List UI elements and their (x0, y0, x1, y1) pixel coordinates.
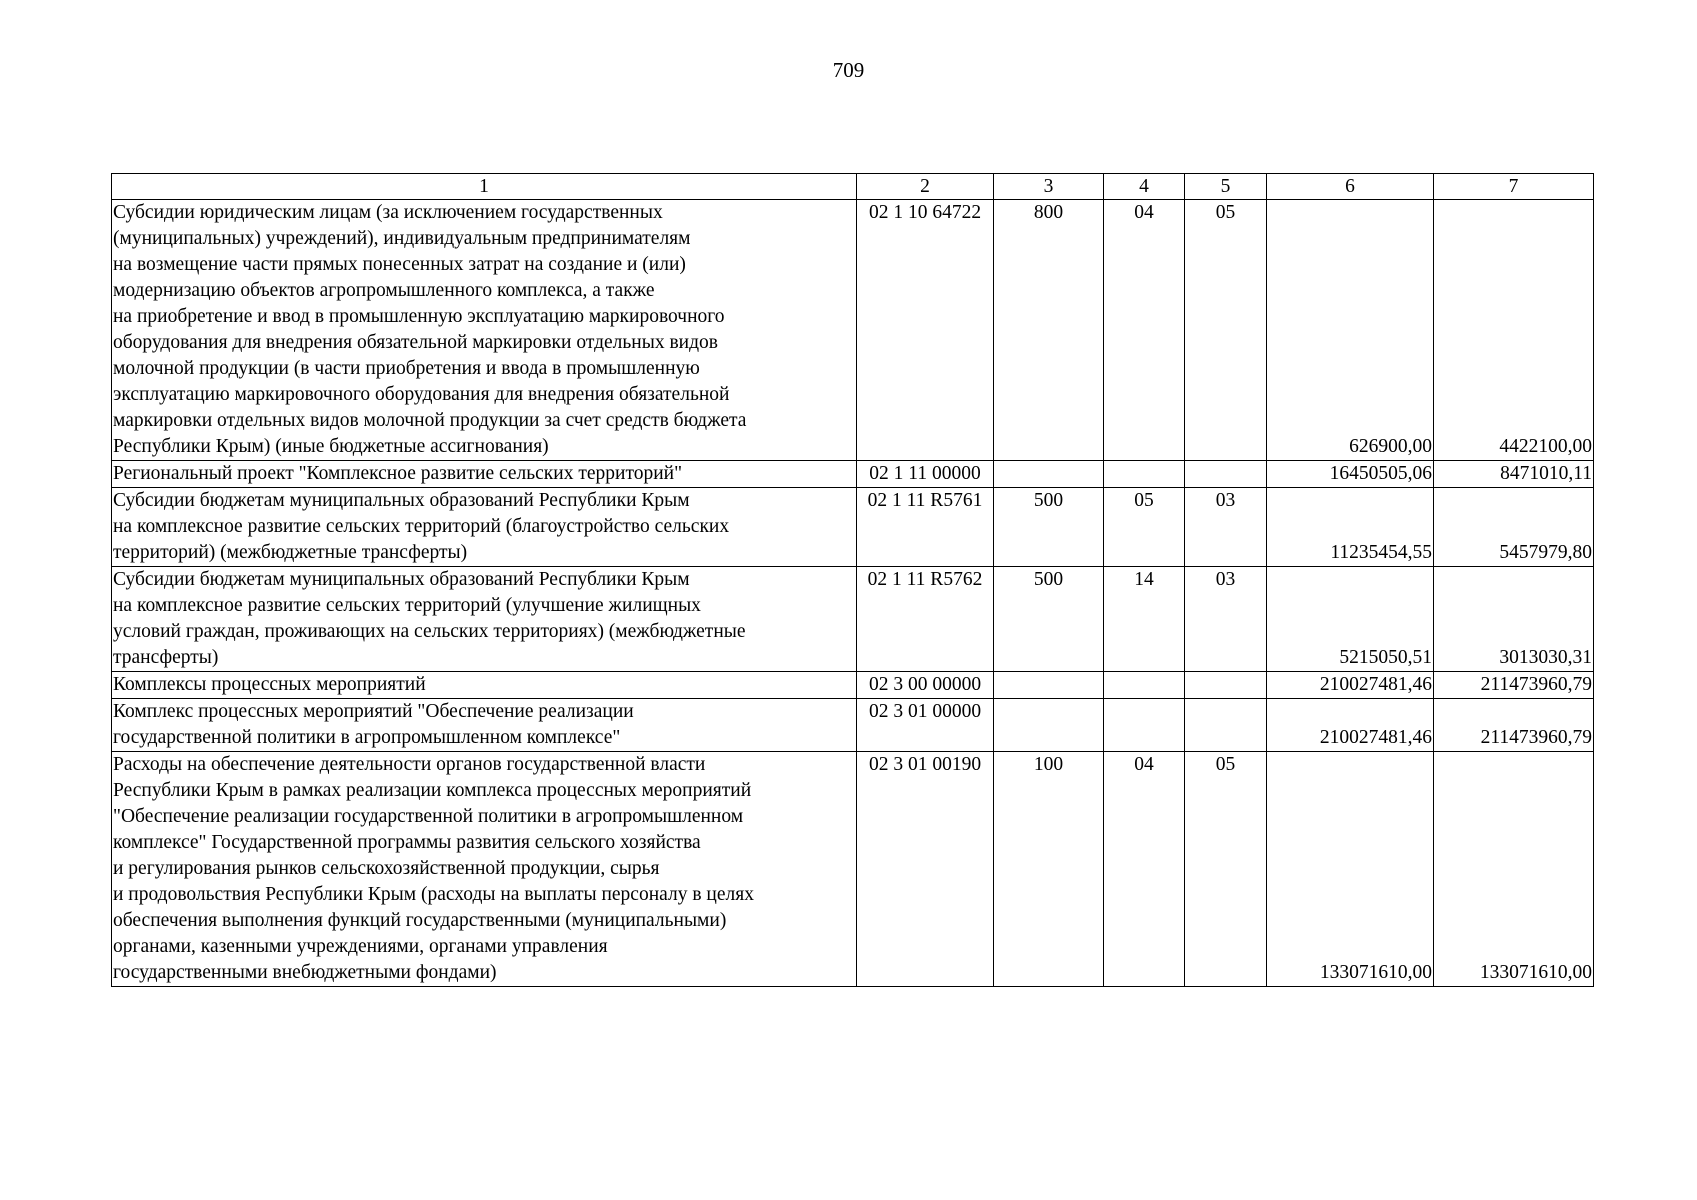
expense-type-cell (994, 699, 1104, 752)
expense-type-cell: 500 (994, 488, 1104, 567)
target-article-cell: 02 3 01 00190 (857, 752, 994, 987)
expense-type-cell (994, 672, 1104, 699)
section-cell: 05 (1104, 488, 1185, 567)
subsection-cell: 03 (1185, 567, 1267, 672)
target-article-cell: 02 1 11 R5762 (857, 567, 994, 672)
table-row (112, 488, 1594, 567)
row-name: Расходы на обеспечение деятельности органов государственной власти Республики Крым в рамках реализации комплекса процессных мероприятий "Обеспечение реализации государственной политики в агропромышленном комплексе" Государственной программы развития сельского хозяйства и регулирования рынков сельскохозяйственной продукции, сырья и продовольствия Республики Крым (расходы на выплаты персоналу в целях обеспечения выполнения функций государственными (муниципальными) органами, казенными учреждениями, органами управления государственными внебюджетными фондами) (112, 752, 857, 987)
sum-year2-cell: 5457979,80 (1434, 488, 1594, 567)
target-article-cell: 02 1 11 R5761 (857, 488, 994, 567)
column-header: 6 (1267, 174, 1434, 200)
column-header: 5 (1185, 174, 1267, 200)
sum-year2-cell: 8471010,11 (1434, 461, 1594, 488)
budget-table (111, 173, 1594, 987)
row-name: Комплексы процессных мероприятий (112, 672, 857, 699)
sum-year2-cell: 4422100,00 (1434, 200, 1594, 461)
subsection-cell: 03 (1185, 488, 1267, 567)
column-header: 7 (1434, 174, 1594, 200)
section-cell: 14 (1104, 567, 1185, 672)
sum-year1-cell: 5215050,51 (1267, 567, 1434, 672)
target-article-cell: 02 3 01 00000 (857, 699, 994, 752)
column-header: 1 (112, 174, 857, 200)
table-row (112, 672, 1594, 699)
row-name: Субсидии бюджетам муниципальных образований Республики Крым на комплексное развитие сельских территорий (улучшение жилищных условий граждан, проживающих на сельских территориях) (межбюджетные трансферты) (112, 567, 857, 672)
sum-year2-cell: 3013030,31 (1434, 567, 1594, 672)
target-article-cell: 02 1 11 00000 (857, 461, 994, 488)
row-name: Субсидии юридическим лицам (за исключением государственных (муниципальных) учреждений), индивидуальным предпринимателям на возмещение части прямых понесенных затрат на создание и (или) модернизацию объектов агропромышленного комплекса, а также на приобретение и ввод в промышленную эксплуатацию маркировочного оборудования для внедрения обязательной маркировки отдельных видов молочной продукции (в части приобретения и ввода в промышленную эксплуатацию маркировочного оборудования для внедрения обязательной маркировки отдельных видов молочной продукции за счет средств бюджета Республики Крым) (иные бюджетные ассигнования) (112, 200, 857, 461)
sum-year1-cell: 210027481,46 (1267, 672, 1434, 699)
subsection-cell: 05 (1185, 752, 1267, 987)
sum-year1-cell: 133071610,00 (1267, 752, 1434, 987)
table-row (112, 567, 1594, 672)
table-row (112, 461, 1594, 488)
column-header: 4 (1104, 174, 1185, 200)
subsection-cell (1185, 461, 1267, 488)
expense-type-cell: 500 (994, 567, 1104, 672)
section-cell: 04 (1104, 752, 1185, 987)
sum-year1-cell: 210027481,46 (1267, 699, 1434, 752)
subsection-cell: 05 (1185, 200, 1267, 461)
section-cell (1104, 672, 1185, 699)
sum-year1-cell: 626900,00 (1267, 200, 1434, 461)
row-name: Субсидии бюджетам муниципальных образований Республики Крым на комплексное развитие сельских территорий (благоустройство сельских территорий) (межбюджетные трансферты) (112, 488, 857, 567)
target-article-cell: 02 3 00 00000 (857, 672, 994, 699)
expense-type-cell: 800 (994, 200, 1104, 461)
table-row (112, 200, 1594, 461)
sum-year2-cell: 133071610,00 (1434, 752, 1594, 987)
page-number: 709 (832, 58, 865, 82)
column-header: 2 (857, 174, 994, 200)
sum-year2-cell: 211473960,79 (1434, 699, 1594, 752)
expense-type-cell: 100 (994, 752, 1104, 987)
subsection-cell (1185, 699, 1267, 752)
table-row (112, 752, 1594, 987)
sum-year1-cell: 11235454,55 (1267, 488, 1434, 567)
table-header-row (112, 174, 1594, 200)
column-header: 3 (994, 174, 1104, 200)
section-cell (1104, 699, 1185, 752)
table-row (112, 699, 1594, 752)
row-name: Региональный проект "Комплексное развитие сельских территорий" (112, 461, 857, 488)
section-cell (1104, 461, 1185, 488)
sum-year2-cell: 211473960,79 (1434, 672, 1594, 699)
target-article-cell: 02 1 10 64722 (857, 200, 994, 461)
expense-type-cell (994, 461, 1104, 488)
row-name: Комплекс процессных мероприятий "Обеспечение реализации государственной политики в агропромышленном комплексе" (112, 699, 857, 752)
subsection-cell (1185, 672, 1267, 699)
section-cell: 04 (1104, 200, 1185, 461)
sum-year1-cell: 16450505,06 (1267, 461, 1434, 488)
